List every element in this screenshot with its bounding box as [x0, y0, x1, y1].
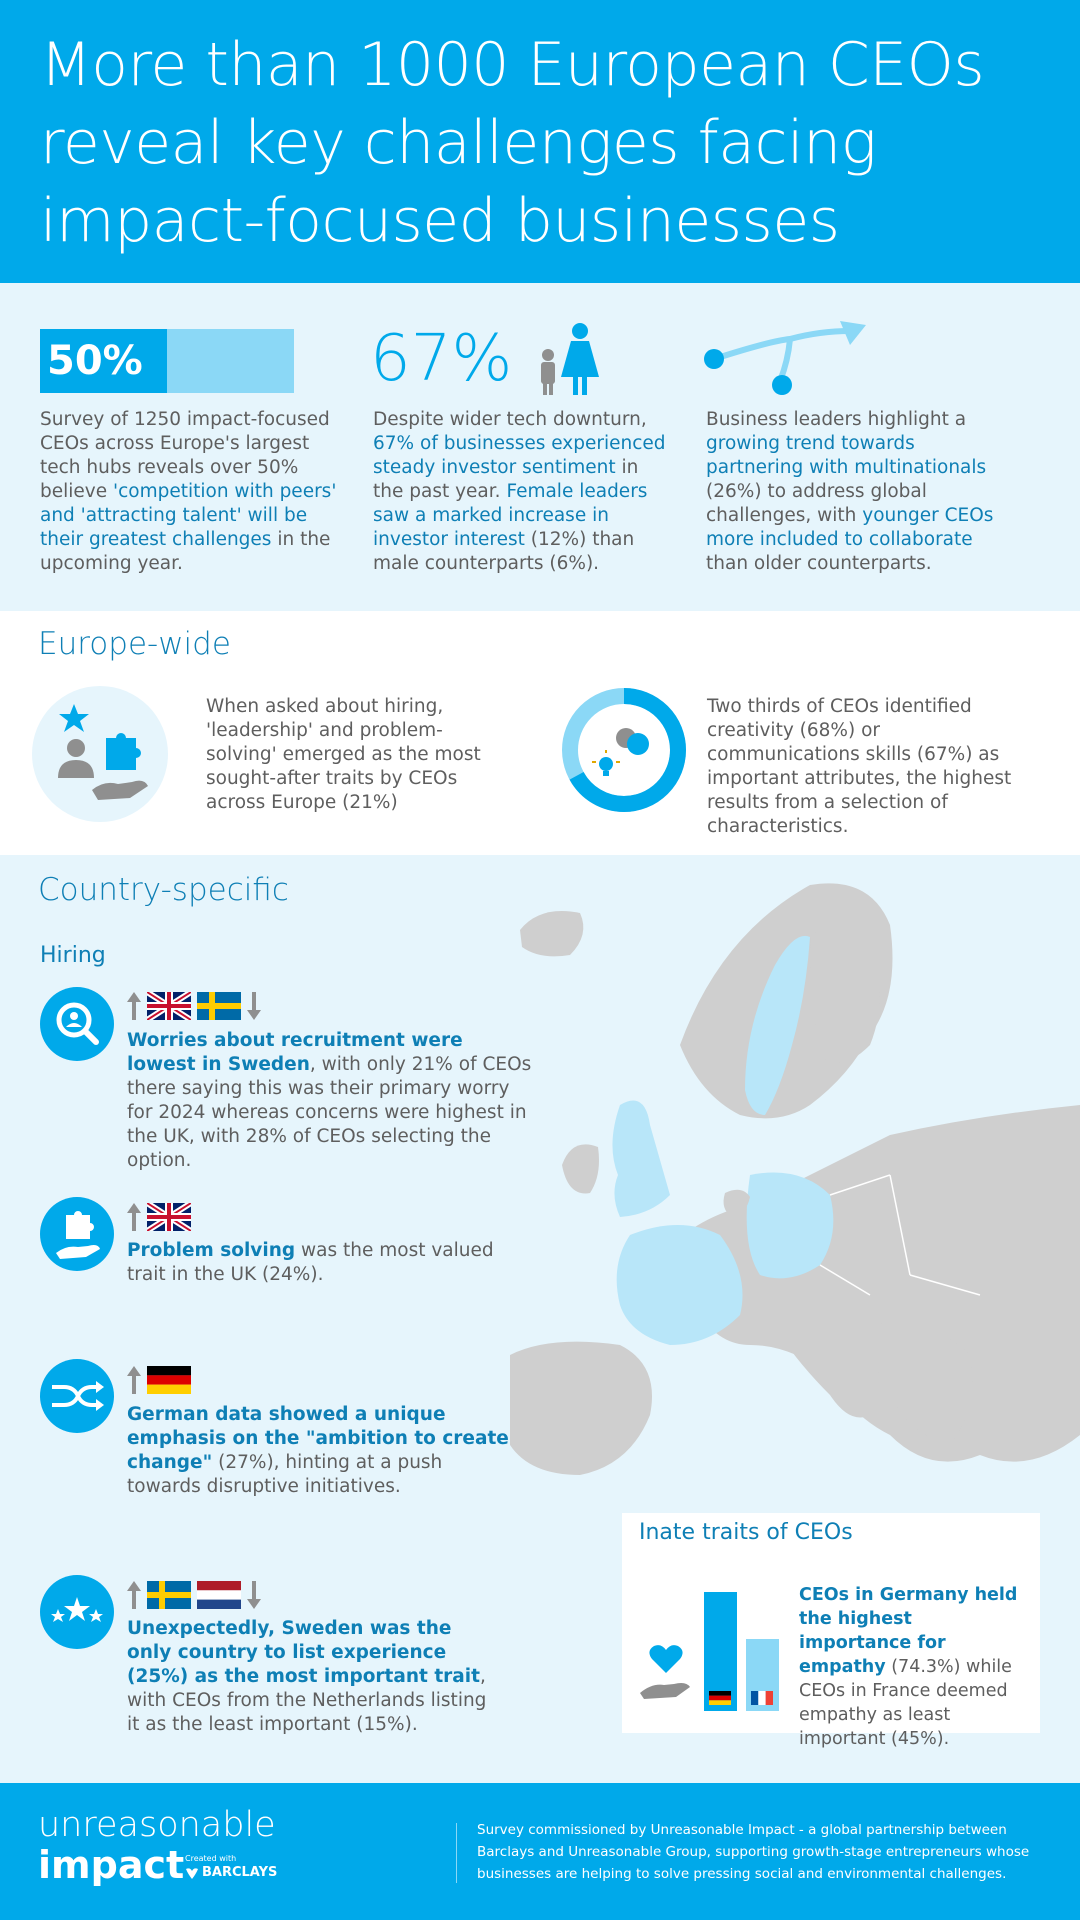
hiring-traits-icon [32, 686, 168, 822]
stat-1-value: 50% [47, 338, 143, 384]
stats-section [0, 283, 1080, 611]
item-1-text [127, 1029, 537, 1173]
arrow-up-icon [127, 1581, 141, 1609]
stat-1-text-highlight: 'competition with peers' and 'attracting talent' will be their greatest challenges [40, 481, 337, 550]
europe-wide-title: Europe-wide [38, 626, 231, 662]
header-banner [0, 0, 1080, 283]
country-specific-title: Country-specific [38, 872, 289, 908]
stat-3-text [706, 408, 1006, 576]
brand-line-2: impact [38, 1843, 185, 1887]
inate-traits-text-rest: (74.3%) while CEOs in France deemed empathy as least important (45%). [799, 1657, 1012, 1749]
arrow-up-icon [127, 992, 141, 1020]
arrow-up-icon [127, 1366, 141, 1394]
arrow-down-icon [247, 1581, 261, 1609]
empathy-bar-chart [704, 1579, 784, 1711]
germany-flag-icon [709, 1691, 731, 1705]
netherlands-flag-icon [197, 1581, 241, 1609]
item-3-text [127, 1403, 512, 1499]
page-title: More than 1000 European CEOs reveal key challenges facing impact-focused businesses [40, 30, 985, 256]
item-4-text [127, 1617, 502, 1737]
stat-3-text-b: (26%) to address global challenges, with [706, 481, 927, 526]
france-flag-icon [751, 1691, 773, 1705]
item-3-text-bold: German data showed a unique emphasis on the "ambition to create change" [127, 1404, 509, 1473]
stars-icon [40, 1575, 114, 1649]
created-with-label: Created with [185, 1854, 237, 1863]
footer-note: Survey commissioned by Unreasonable Impact - a global partnership between Barclays and Unreasonable Group, supporting growth-stage entrepreneurs whose businesses are helping to solve pressing social and environmental challenges. [477, 1822, 1030, 1882]
stat-2-value: 67% [370, 322, 513, 396]
heart-hand-icon [638, 1633, 694, 1703]
item-1-text-bold: Worries about recruitment were lowest in Sweden [127, 1030, 463, 1075]
europe-wide-section [0, 611, 1080, 855]
footer-divider [456, 1823, 457, 1883]
stat-3-text-c: than older counterparts. [706, 553, 932, 574]
stat-3-text-highlight-b: younger CEOs more included to collaborate [706, 505, 994, 550]
eagle-icon [185, 1866, 199, 1880]
uk-flag-icon [147, 992, 191, 1020]
item-4-flags [127, 1581, 261, 1609]
inate-traits-text-bold: CEOs in Germany held the highest importance for empathy [799, 1585, 1018, 1677]
stat-2-text [373, 408, 673, 576]
europe-map [510, 875, 1080, 1535]
inate-traits-card [622, 1513, 1040, 1749]
inate-traits-title: Inate traits of CEOs [639, 1520, 853, 1545]
stat-2-text-b: in the past year. [373, 457, 639, 502]
inate-traits-text [799, 1583, 1029, 1751]
barclays-logo [185, 1865, 277, 1880]
stat-2-text-a: Despite wider tech downturn, [373, 409, 647, 430]
stat-1-text-a: Survey of 1250 impact-focused CEOs across Europe's largest tech hubs reveals over 50% believe [40, 409, 330, 502]
stat-1-bar [40, 329, 294, 393]
brand-line-1: unreasonable [38, 1805, 276, 1845]
item-4-text-rest: , with CEOs from the Netherlands listing it as the least important (15%). [127, 1666, 487, 1735]
germany-flag-icon [147, 1366, 191, 1394]
shuffle-icon [40, 1359, 114, 1433]
country-specific-section [0, 855, 1080, 1783]
uk-flag-icon [147, 1203, 191, 1231]
europe-wide-left-text: When asked about hiring, 'leadership' and problem-solving' emerged as the most sought-after traits by CEOs across Europe (21%) [206, 696, 481, 813]
barclays-text: BARCLAYS [202, 1865, 278, 1880]
branching-arrow-icon [700, 321, 870, 401]
arrow-up-icon [127, 1203, 141, 1231]
item-3-flags [127, 1366, 191, 1394]
stat-2-text-highlight-a: 67% of businesses experienced steady investor sentiment [373, 433, 666, 478]
stat-3-text-a: Business leaders highlight a [706, 409, 967, 430]
sweden-flag-icon [197, 992, 241, 1020]
people-icon [533, 321, 603, 397]
item-2-text-bold: Problem solving [127, 1240, 296, 1261]
item-3-text-rest: (27%), hinting at a push towards disruptive initiatives. [127, 1452, 443, 1497]
sweden-flag-icon [147, 1581, 191, 1609]
stat-1-text-b: in the upcoming year. [40, 529, 331, 574]
item-1-flags [127, 992, 261, 1020]
item-2-flags [127, 1203, 191, 1231]
stat-3-text-highlight-a: growing trend towards partnering with multinationals [706, 433, 987, 478]
creativity-donut-chart [560, 686, 688, 814]
stat-2-text-highlight-b: Female leaders saw a marked increase in investor interest [373, 481, 648, 550]
item-2-text-rest: was the most valued trait in the UK (24%). [127, 1240, 494, 1285]
item-1-text-rest: , with only 21% of CEOs there saying this was their primary worry for 2024 whereas concerns were highest in the UK, with 28% of CEOs selecting the option. [127, 1054, 532, 1171]
footer [0, 1783, 1080, 1920]
item-4-text-bold: Unexpectedly, Sweden was the only country to list experience (25%) as the most important trait [127, 1618, 480, 1687]
europe-wide-right-text: Two thirds of CEOs identified creativity (68%) or communications skills (67%) as important attributes, the highest results from a selection of characteristics. [707, 696, 1012, 837]
recruitment-search-icon [40, 987, 114, 1061]
item-2-text [127, 1239, 527, 1287]
hiring-subtitle: Hiring [40, 943, 106, 968]
stat-2-text-c: (12%) than male counterparts (6%). [373, 529, 635, 574]
stat-1-text [40, 408, 340, 576]
arrow-down-icon [247, 992, 261, 1020]
puzzle-hand-icon [40, 1197, 114, 1271]
